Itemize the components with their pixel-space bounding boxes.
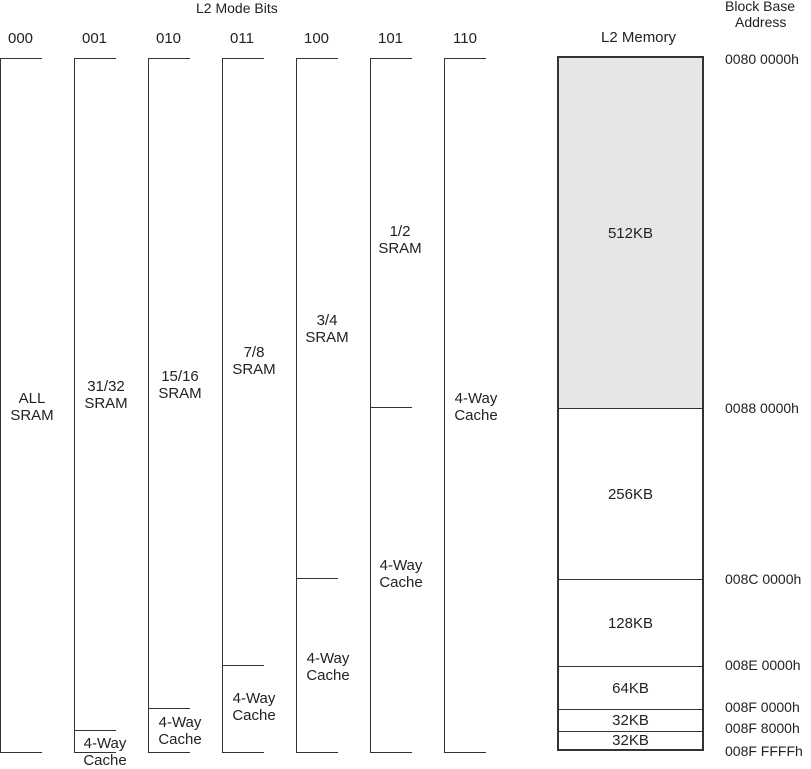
mode-column-001 xyxy=(74,58,75,752)
bottom-tick-110 xyxy=(444,752,486,753)
memory-block-32kb-b: 32KB xyxy=(612,732,649,749)
l2-mode-bits-title: L2 Mode Bits xyxy=(196,0,278,16)
mode-code-000: 000 xyxy=(8,30,34,47)
top-tick-110 xyxy=(444,58,486,59)
cache-label-011: 4-Way Cache xyxy=(232,690,276,724)
address-4: 008F 0000h xyxy=(725,699,800,715)
mode-code-010: 010 xyxy=(156,30,182,47)
split-tick-100 xyxy=(296,578,338,579)
mode-column-010 xyxy=(148,58,149,752)
sram-label-000: ALL SRAM xyxy=(10,390,54,424)
memory-block-128kb: 128KB xyxy=(559,580,702,667)
sram-label-010: 15/16 SRAM xyxy=(158,368,202,402)
memory-block-256kb: 256KB xyxy=(559,409,702,580)
top-tick-001 xyxy=(74,58,116,59)
mode-code-001: 001 xyxy=(82,30,108,47)
top-tick-010 xyxy=(148,58,190,59)
mode-column-011 xyxy=(222,58,223,752)
split-tick-101 xyxy=(370,407,412,408)
cache-label-001: 4-Way Cache xyxy=(83,735,127,769)
memory-block-64kb: 64KB xyxy=(559,667,702,710)
address-5: 008F 8000h xyxy=(725,720,800,736)
mode-column-100 xyxy=(296,58,297,752)
l2-memory-map xyxy=(557,56,704,751)
sram-label-001: 31/32 SRAM xyxy=(84,378,128,412)
top-tick-000 xyxy=(0,58,42,59)
mode-column-110 xyxy=(444,58,445,752)
split-tick-001 xyxy=(74,730,116,731)
address-title: Address xyxy=(735,14,787,30)
mode-code-101: 101 xyxy=(378,30,404,47)
address-3: 008E 0000h xyxy=(725,657,801,673)
sram-label-101: 1/2 SRAM xyxy=(378,223,422,257)
bottom-tick-101 xyxy=(370,752,412,753)
top-tick-100 xyxy=(296,58,338,59)
address-2: 008C 0000h xyxy=(725,571,802,587)
bottom-tick-000 xyxy=(0,752,42,753)
top-tick-011 xyxy=(222,58,264,59)
bottom-tick-100 xyxy=(296,752,338,753)
mode-column-101 xyxy=(370,58,371,752)
cache-label-110: 4-Way Cache xyxy=(454,390,498,424)
bottom-tick-010 xyxy=(148,752,190,753)
mode-code-011: 011 xyxy=(230,30,254,47)
block-base-title: Block Base xyxy=(725,0,796,14)
cache-label-100: 4-Way Cache xyxy=(306,650,350,684)
address-6: 008F FFFFh xyxy=(725,743,803,759)
mode-code-110: 110 xyxy=(453,30,477,47)
sram-label-100: 3/4 SRAM xyxy=(305,312,349,346)
mode-column-000 xyxy=(0,58,1,752)
cache-label-010: 4-Way Cache xyxy=(158,714,202,748)
address-0: 0080 0000h xyxy=(725,51,799,67)
split-tick-010 xyxy=(148,708,190,709)
memory-block-512kb: 512KB xyxy=(559,58,702,409)
top-tick-101 xyxy=(370,58,412,59)
mode-code-100: 100 xyxy=(304,30,330,47)
cache-label-101: 4-Way Cache xyxy=(379,557,423,591)
sram-label-011: 7/8 SRAM xyxy=(232,344,276,378)
memory-block-32kb-a: 32KB xyxy=(559,710,702,732)
split-tick-011 xyxy=(222,665,264,666)
l2-memory-title: L2 Memory xyxy=(601,29,677,46)
address-1: 0088 0000h xyxy=(725,400,799,416)
bottom-tick-011 xyxy=(222,752,264,753)
